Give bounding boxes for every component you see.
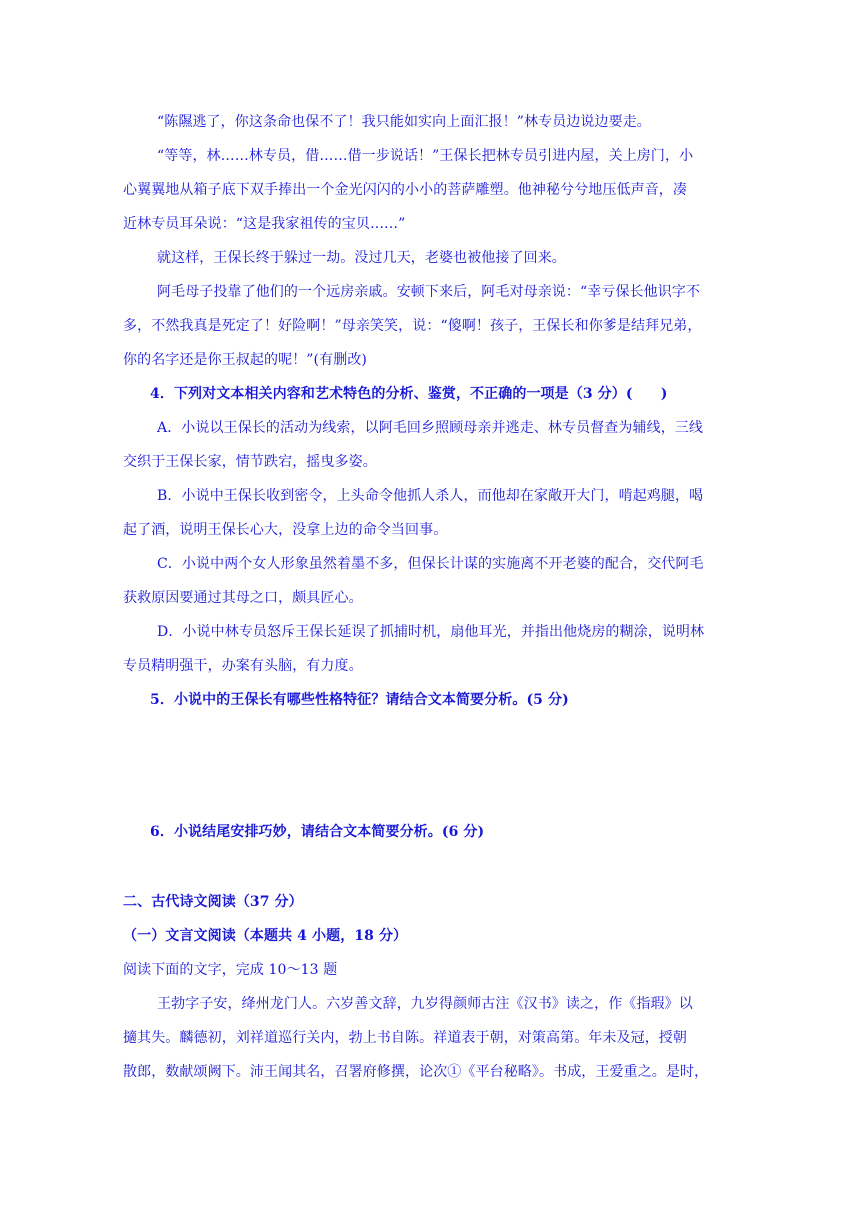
- passage-paragraph-2-line-2: 心翼翼地从箱子底下双手捧出一个金光闪闪的小小的菩萨雕塑。他神秘兮兮地压低声音，凑: [123, 182, 687, 198]
- question-4-option-a-line-2: 交织于王保长家，情节跌宕，摇曳多姿。: [123, 454, 377, 470]
- passage-paragraph-1: “陈隰逃了，你这条命也保不了！我只能如实向上面汇报！”林专员边说边要走。: [157, 114, 651, 130]
- question-4-option-d-line-2: 专员精明强干，办案有头脑，有力度。: [123, 658, 363, 674]
- classical-text-line-3: 散郎，数献颂阙下。沛王闻其名，召署府修撰，论次①《平台秘略》。书成，王爱重之。是时，: [123, 1064, 709, 1080]
- passage-paragraph-2-line-3: 近林专员耳朵说：“这是我家祖传的宝贝……”: [123, 216, 406, 232]
- passage-paragraph-4-line-1: 阿毛母子投靠了他们的一个远房亲戚。安顿下来后，阿毛对母亲说：“幸亏保长他识字不: [157, 284, 701, 300]
- question-5: 5．小说中的王保长有哪些性格特征？请结合文本简要分析。(5 分): [150, 692, 569, 708]
- section-2-heading: 二、古代诗文阅读（37 分）: [123, 894, 303, 910]
- passage-paragraph-4-line-2: 多，不然我真是死定了！好险啊！”母亲笑笑，说：“傻啊！孩子，王保长和你爹是结拜兄弟，: [123, 318, 702, 334]
- classical-text-line-1: 王勃字子安，绛州龙门人。六岁善文辞，九岁得颜师古注《汉书》读之，作《指瑕》以: [157, 996, 693, 1012]
- question-4-option-b-line-1: B．小说中王保长收到密令，上头命令他抓人杀人，而他却在家敞开大门，啃起鸡腿，喝: [157, 488, 704, 504]
- question-4-option-c-line-1: C．小说中两个女人形象虽然着墨不多，但保长计谋的实施离不开老婆的配合，交代阿毛: [157, 556, 704, 572]
- section-2-subheading: （一）文言文阅读（本题共 4 小题，18 分）: [123, 928, 408, 944]
- passage-paragraph-2-line-1: “等等，林……林专员，借……借一步说话！”王保长把林专员引进内屋，关上房门，小: [157, 148, 694, 164]
- question-4-option-a-line-1: A．小说以王保长的活动为线索，以阿毛回乡照顾母亲并逃走、林专员督查为辅线，三线: [157, 420, 704, 436]
- question-4-option-c-line-2: 获救原因要通过其母之口，颇具匠心。: [123, 590, 363, 606]
- question-4-option-b-line-2: 起了酒，说明王保长心大，没拿上边的命令当回事。: [123, 522, 448, 538]
- question-4-stem: 4．下列对文本相关内容和艺术特色的分析、鉴赏，不正确的一项是（3 分）( ): [150, 386, 668, 402]
- passage-paragraph-4-line-3: 你的名字还是你王叔起的呢！”(有删改): [123, 352, 367, 368]
- passage-paragraph-3: 就这样，王保长终于躲过一劫。没过几天，老婆也被他接了回来。: [157, 250, 566, 266]
- question-4-option-d-line-1: D．小说中林专员怒斥王保长延误了抓捕时机，扇他耳光，并指出他烧房的糊涂，说明林: [157, 624, 705, 640]
- classical-text-line-2: 擿其失。麟德初，刘祥道巡行关内，勃上书自陈。祥道表于朝，对策高第。年未及冠，授朝: [123, 1030, 687, 1046]
- section-2-instruction: 阅读下面的文字，完成 10～13 题: [123, 962, 338, 978]
- question-6: 6．小说结尾安排巧妙，请结合文本简要分析。(6 分): [150, 824, 485, 840]
